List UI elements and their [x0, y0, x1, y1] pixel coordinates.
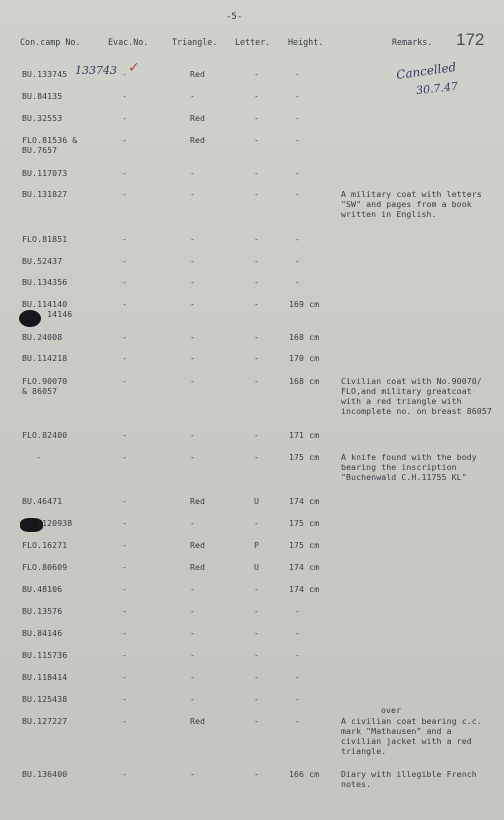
- record-height: -: [295, 189, 301, 199]
- record-triangle: Red: [190, 496, 206, 506]
- record-evac-no: -: [122, 189, 128, 199]
- record-camp-no: BU.13576: [22, 606, 63, 616]
- record-letter: -: [254, 672, 260, 682]
- record-letter: -: [254, 650, 260, 660]
- record-evac-no: -: [122, 135, 128, 145]
- record-letter: -: [254, 91, 260, 101]
- record-letter: -: [254, 353, 260, 363]
- record-height: 170 cm: [289, 353, 320, 363]
- record-height: -: [295, 628, 301, 638]
- record-triangle: Red: [190, 69, 206, 79]
- record-letter: -: [254, 452, 260, 462]
- record-height: -: [295, 672, 301, 682]
- record-height: 171 cm: [289, 430, 320, 440]
- record-letter: -: [254, 628, 260, 638]
- header-remarks: Remarks.: [392, 37, 433, 47]
- record-letter: -: [254, 332, 260, 342]
- page-reference-number: 172: [456, 30, 485, 49]
- record-camp-no: BU.125438: [22, 694, 68, 704]
- record-triangle: -: [190, 168, 196, 178]
- record-triangle: -: [190, 606, 196, 616]
- record-evac-no: -: [122, 430, 128, 440]
- record-evac-no: -: [122, 562, 128, 572]
- record-triangle: Red: [190, 113, 206, 123]
- record-triangle: Red: [190, 135, 206, 145]
- record-triangle: -: [190, 277, 196, 287]
- record-camp-no: BU.127227: [22, 716, 68, 726]
- record-camp-no: BU.48106: [22, 584, 63, 594]
- record-camp-no: -: [36, 452, 42, 462]
- record-letter: -: [254, 584, 260, 594]
- record-triangle: -: [190, 430, 196, 440]
- record-camp-no: FLO.81536 & BU.7657: [22, 135, 78, 155]
- record-evac-no: -: [122, 91, 128, 101]
- record-letter: -: [254, 769, 260, 779]
- record-camp-no: FLO.80609: [22, 562, 68, 572]
- record-height: -: [295, 694, 301, 704]
- handwritten-date-note: 30.7.47: [415, 79, 459, 98]
- record-letter: U: [254, 496, 260, 506]
- record-letter: -: [254, 189, 260, 199]
- record-triangle: -: [190, 332, 196, 342]
- record-letter: -: [254, 113, 260, 123]
- record-triangle: Red: [190, 562, 206, 572]
- record-triangle: -: [190, 189, 196, 199]
- record-triangle: -: [190, 650, 196, 660]
- record-height: 174 cm: [289, 584, 320, 594]
- record-letter: P: [254, 540, 260, 550]
- record-letter: -: [254, 694, 260, 704]
- record-triangle: -: [190, 299, 196, 309]
- record-camp-no: BU.118414: [22, 672, 68, 682]
- record-height: 166 cm: [289, 769, 320, 779]
- record-height: 175 cm: [289, 452, 320, 462]
- record-height: 169 cm: [289, 299, 320, 309]
- record-camp-no: BU.115736: [22, 650, 68, 660]
- record-evac-no: -: [122, 496, 128, 506]
- record-letter: -: [254, 606, 260, 616]
- record-camp-no: .120938: [22, 518, 73, 528]
- record-camp-no: BU.84135: [22, 91, 63, 101]
- handwritten-cancelled-note: Cancelled: [395, 59, 458, 83]
- record-camp-no: BU.32553: [22, 113, 63, 123]
- record-height: -: [295, 91, 301, 101]
- over-label: over: [381, 705, 402, 715]
- record-triangle: Red: [190, 716, 206, 726]
- record-height: 175 cm: [289, 540, 320, 550]
- record-triangle: -: [190, 628, 196, 638]
- record-camp-no: BU.114140 14146: [22, 299, 73, 319]
- record-height: -: [295, 135, 301, 145]
- record-triangle: -: [190, 452, 196, 462]
- record-evac-no: -: [122, 256, 128, 266]
- header-camp-no: Con.camp No.: [20, 37, 81, 47]
- record-evac-no: -: [122, 540, 128, 550]
- record-evac-no: -: [122, 650, 128, 660]
- record-remarks: A military coat with letters "SW" and pages from a book written in English.: [341, 189, 482, 219]
- record-remarks: Civilian coat with No.90070/ FLO,and military greatcoat with a red triangle with incomplete no. on breast 86057: [341, 376, 492, 416]
- record-letter: -: [254, 376, 260, 386]
- record-triangle: -: [190, 256, 196, 266]
- record-letter: -: [254, 135, 260, 145]
- record-letter: -: [254, 168, 260, 178]
- record-evac-no: -: [122, 584, 128, 594]
- record-letter: -: [254, 234, 260, 244]
- record-letter: -: [254, 716, 260, 726]
- record-triangle: -: [190, 518, 196, 528]
- record-camp-no: BU.117073: [22, 168, 68, 178]
- record-height: -: [295, 234, 301, 244]
- header-height: Height.: [288, 37, 324, 47]
- header-triangle: Triangle.: [172, 37, 218, 47]
- record-evac-no: -: [122, 113, 128, 123]
- record-evac-no: -: [122, 277, 128, 287]
- record-evac-no: -: [122, 769, 128, 779]
- record-camp-no: BU.114218: [22, 353, 68, 363]
- record-camp-no: BU.24008: [22, 332, 63, 342]
- record-remarks: Diary with illegible French notes.: [341, 769, 477, 789]
- record-triangle: -: [190, 376, 196, 386]
- record-camp-no: BU.131827: [22, 189, 68, 199]
- record-camp-no: BU.136400: [22, 769, 68, 779]
- record-height: -: [295, 168, 301, 178]
- record-height: 175 cm: [289, 518, 320, 528]
- record-letter: U: [254, 562, 260, 572]
- record-height: -: [295, 69, 301, 79]
- record-remarks: A civilian coat bearing c.c. mark "Mathausen" and a civilian jacket with a red triangle.: [341, 716, 482, 756]
- record-remarks: A knife found with the body bearing the inscription "Buchenwald C.H.11755 KL": [341, 452, 477, 482]
- record-evac-no: -: [122, 168, 128, 178]
- record-height: -: [295, 277, 301, 287]
- record-height: 168 cm: [289, 332, 320, 342]
- record-camp-no: BU.52437: [22, 256, 63, 266]
- record-evac-no: -: [122, 353, 128, 363]
- record-evac-no: -: [122, 672, 128, 682]
- record-evac-no: -: [122, 69, 133, 79]
- record-camp-no: BU.46471: [22, 496, 63, 506]
- record-evac-no: -: [122, 716, 128, 726]
- red-checkmark-icon: ✓: [128, 60, 140, 76]
- record-triangle: -: [190, 234, 196, 244]
- record-evac-no: -: [122, 299, 128, 309]
- page-number: -5-: [226, 12, 243, 22]
- record-evac-no: -: [122, 694, 128, 704]
- record-evac-no: -: [122, 518, 128, 528]
- record-letter: -: [254, 256, 260, 266]
- record-evac-no: -: [122, 332, 128, 342]
- record-height: 174 cm: [289, 562, 320, 572]
- record-triangle: -: [190, 694, 196, 704]
- record-letter: -: [254, 518, 260, 528]
- record-letter: -: [254, 430, 260, 440]
- header-letter: Letter.: [235, 37, 271, 47]
- record-evac-no: -: [122, 234, 128, 244]
- record-height: -: [295, 113, 301, 123]
- record-triangle: -: [190, 584, 196, 594]
- record-evac-no: -: [122, 452, 128, 462]
- record-height: 168 cm: [289, 376, 320, 386]
- record-camp-no: BU.84146: [22, 628, 63, 638]
- record-letter: -: [254, 299, 260, 309]
- handwritten-id-annotation: 133743: [75, 64, 117, 77]
- record-height: 174 cm: [289, 496, 320, 506]
- header-evac-no: Evac.No.: [108, 37, 149, 47]
- record-triangle: -: [190, 91, 196, 101]
- record-camp-no: FLO.81851: [22, 234, 68, 244]
- record-triangle: -: [190, 672, 196, 682]
- record-camp-no: BU.133745: [22, 69, 68, 79]
- record-height: -: [295, 606, 301, 616]
- record-height: -: [295, 256, 301, 266]
- record-triangle: -: [190, 353, 196, 363]
- record-letter: -: [254, 69, 260, 79]
- record-evac-no: -: [122, 606, 128, 616]
- record-height: -: [295, 650, 301, 660]
- record-camp-no: FLO.82400: [22, 430, 68, 440]
- record-camp-no: BU.134356: [22, 277, 68, 287]
- record-camp-no: FLO.90070 & 86057: [22, 376, 68, 396]
- record-evac-no: -: [122, 376, 128, 386]
- record-triangle: Red: [190, 540, 206, 550]
- record-height: -: [295, 716, 301, 726]
- record-letter: -: [254, 277, 260, 287]
- record-triangle: -: [190, 769, 196, 779]
- record-evac-no: -: [122, 628, 128, 638]
- record-camp-no: FLO.16271: [22, 540, 68, 550]
